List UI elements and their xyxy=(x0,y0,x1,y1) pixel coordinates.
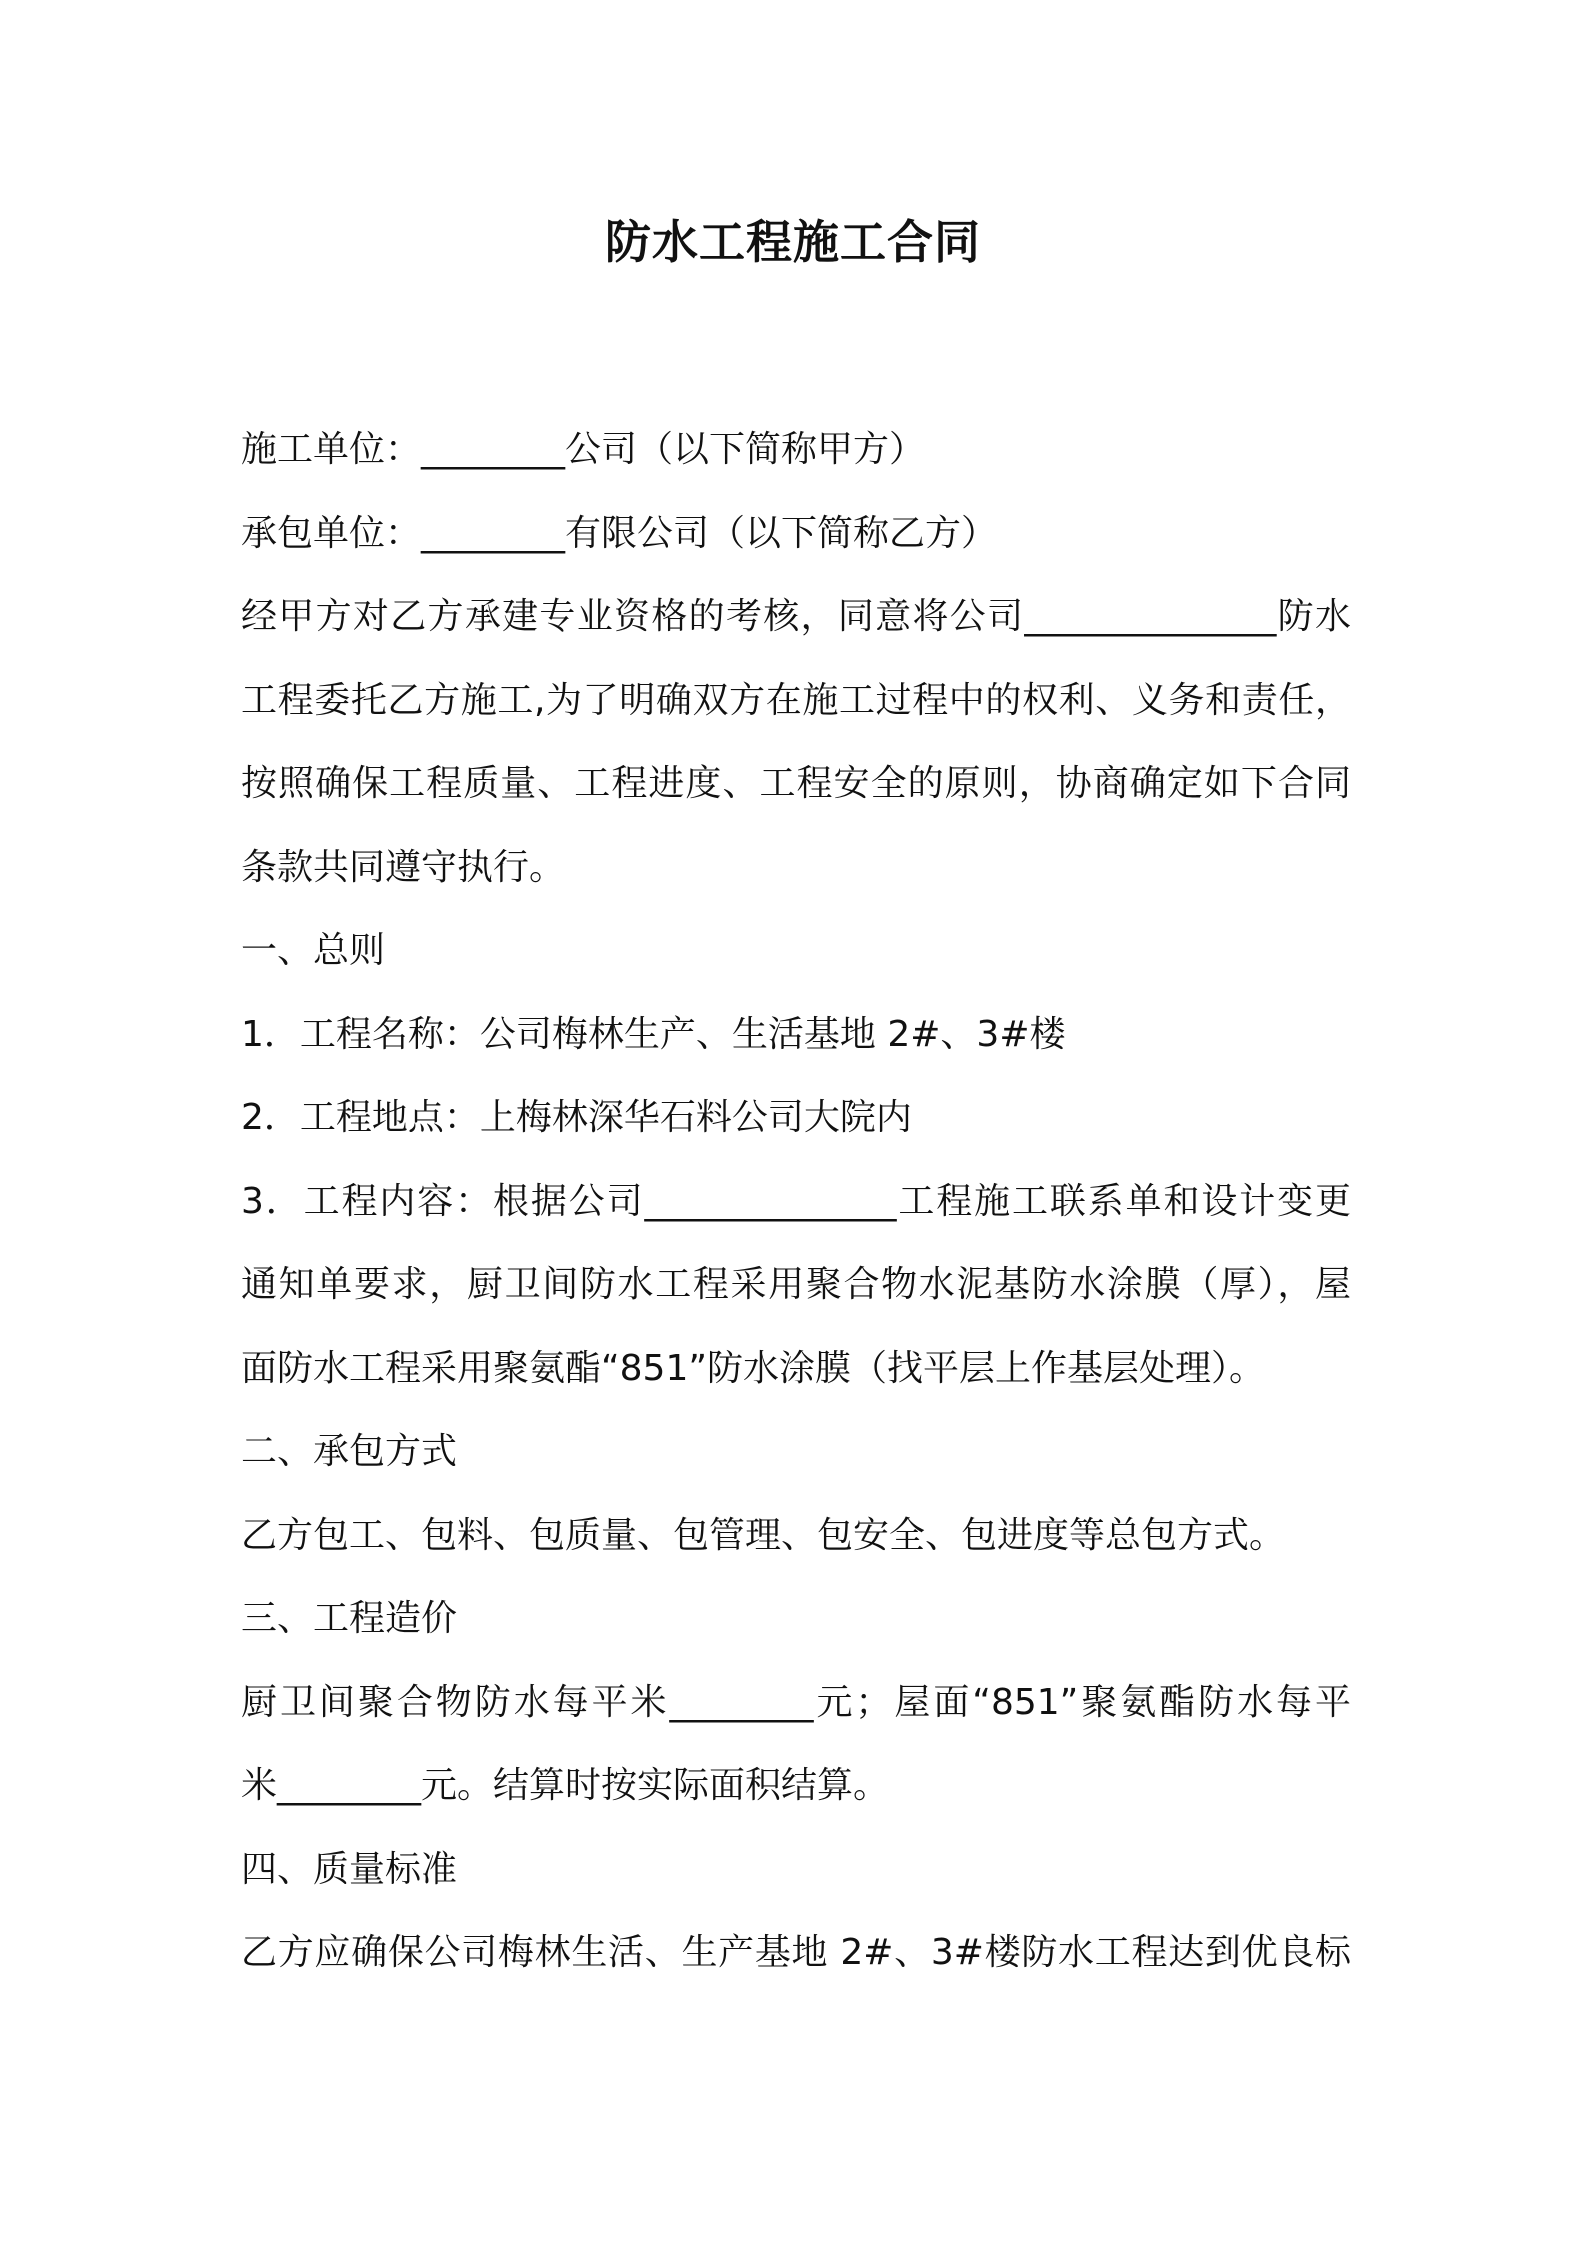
contract-line: 工程委托乙方施工,为了明确双方在施工过程中的权利、义务和责任， xyxy=(241,679,1351,721)
contract-line: 2．工程地点：上梅林深华石料公司大院内 xyxy=(241,1097,912,1138)
contract-line: 通知单要求，厨卫间防水工程采用聚合物水泥基防水涂膜（厚），屋 xyxy=(241,1264,1351,1305)
contract-line: 四、质量标准 xyxy=(241,1848,458,1890)
contract-line: 施工单位：________公司（以下简称甲方） xyxy=(241,429,926,470)
contract-line: 一、总则 xyxy=(241,930,386,971)
contract-line: 3．工程内容：根据公司______________工程施工联系单和设计变更 xyxy=(241,1180,1351,1222)
contract-line: 乙方包工、包料、包质量、包管理、包安全、包进度等总包方式。 xyxy=(241,1514,1286,1556)
contract-line: 面防水工程采用聚氨酯“851”防水涂膜（找平层上作基层处理）。 xyxy=(241,1347,1266,1389)
contract-line: 承包单位：________有限公司（以下简称乙方） xyxy=(241,512,998,554)
contract-line: 二、承包方式 xyxy=(241,1431,458,1472)
contract-line: 经甲方对乙方承建专业资格的考核，同意将公司______________防水 xyxy=(241,596,1351,637)
document-title: 防水工程施工合同 xyxy=(605,215,981,269)
contract-body xyxy=(241,408,1351,1995)
contract-line: 1．工程名称：公司梅林生产、生活基地 2#、3#楼 xyxy=(241,1013,1066,1055)
contract-line: 三、工程造价 xyxy=(241,1598,458,1639)
contract-line: 条款共同遵守执行。 xyxy=(241,846,566,888)
contract-line: 米________元。结算时按实际面积结算。 xyxy=(241,1765,890,1806)
contract-line: 厨卫间聚合物防水每平米________元；屋面“851”聚氨酯防水每平 xyxy=(241,1681,1351,1723)
contract-line: 按照确保工程质量、工程进度、工程安全的原则，协商确定如下合同 xyxy=(241,763,1351,804)
contract-line: 乙方应确保公司梅林生活、生产基地 2#、3#楼防水工程达到优良标 xyxy=(241,1932,1351,1973)
